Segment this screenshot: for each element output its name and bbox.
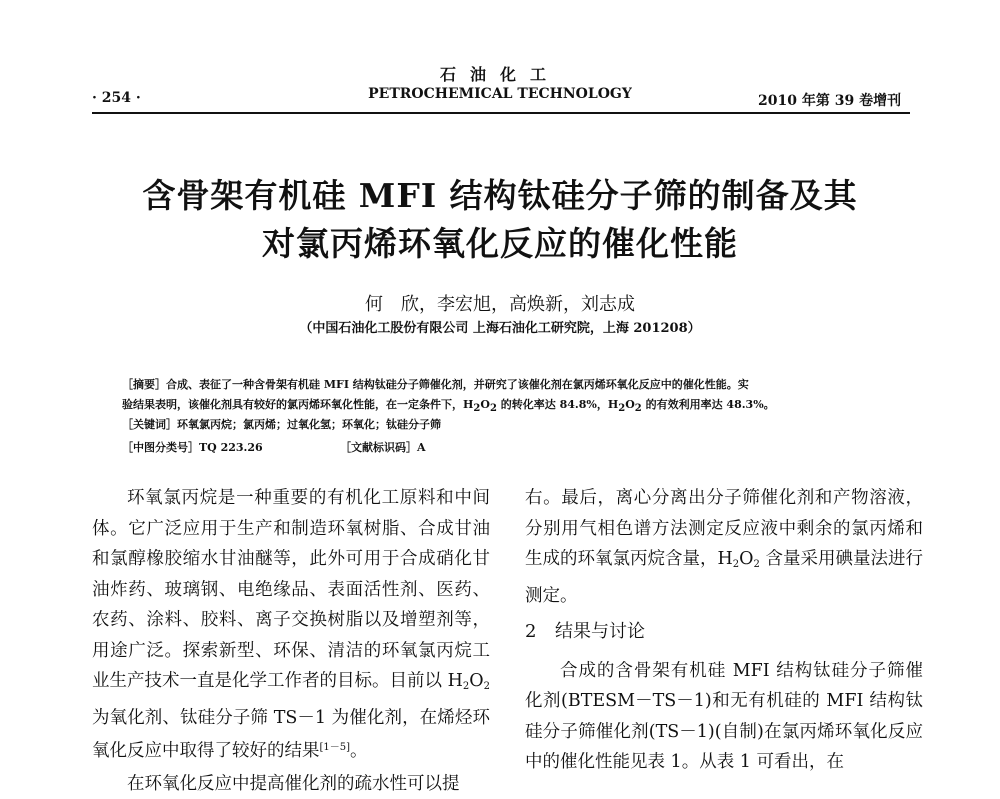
journal-title-cn: 石油化工 xyxy=(0,62,1000,85)
section-heading xyxy=(525,617,923,648)
classification-number: ［中图分类号］TQ 223.26 xyxy=(122,439,263,455)
paragraph: 合成的含骨架有机硅 MFI 结构钛硅分子筛催化剂(BTESM－TS－1)和无有机硅的 MFI 结构钛硅分子筛催化剂(TS－1)(自制)在氯丙烯环氧化反应中的催化性能见表 1。从表 1 可看出，在 xyxy=(525,656,923,778)
subscript: 2 xyxy=(473,403,480,414)
affiliation: （中国石油化工股份有限公司 上海石油化工研究院，上海 201208） xyxy=(0,317,1000,336)
paragraph-text: 。 xyxy=(350,741,368,761)
document-code: ［文献标识码］A xyxy=(340,439,426,455)
abstract-line-1: ［摘要］合成、表征了一种含骨架有机硅 MFI 结构钛硅分子筛催化剂，并研究了该催化剂在氯丙烯环氧化反应中的催化性能。实 xyxy=(122,376,749,392)
paragraph-text: 含量采用碘量法进行测定。 xyxy=(525,549,923,606)
paragraph xyxy=(92,483,490,767)
subscript: 2 xyxy=(484,681,490,692)
body-column-right xyxy=(525,483,923,778)
citation-ref: [1－5] xyxy=(320,742,351,753)
paragraph xyxy=(525,483,923,611)
authors: 何 欣，李宏旭，高焕新，刘志成 xyxy=(0,290,1000,316)
header-rule xyxy=(92,112,910,114)
paragraph-text: 环氧氯丙烷是一种重要的有机化工原料和中间体。它广泛应用于生产和制造环氧树脂、合成甘油和氯醇橡胶缩水甘油醚等，此外可用于合成硝化甘油炸药、玻璃钢、电绝缘品、表面活性剂、医药、农药、涂料、胶料、离子交换树脂以及增塑剂等，用途广泛。探索新型、环保、清洁的环氧氯丙烷工业生产技术一直是化学工作者的目标。目前以 H xyxy=(92,488,490,691)
abstract-text: 验结果表明，该催化剂具有较好的氯丙烯环氧化性能，在一定条件下，H xyxy=(122,398,473,411)
issue-info: 2010 年第 39 卷增刊 xyxy=(758,90,901,110)
body-column-left xyxy=(92,483,490,799)
section-number: 2 xyxy=(525,617,555,648)
abstract-text: O xyxy=(480,398,490,411)
paragraph: 在环氧化反应中提高催化剂的疏水性可以提 xyxy=(92,769,490,799)
abstract-line-2 xyxy=(122,396,775,414)
subscript: 2 xyxy=(463,681,469,692)
abstract-text: O xyxy=(625,398,635,411)
article-title-line-1: 含骨架有机硅 MFI 结构钛硅分子筛的制备及其 xyxy=(0,170,1000,217)
abstract-text: 的转化率达 84.8%，H xyxy=(497,398,618,411)
subscript: 2 xyxy=(733,559,739,570)
journal-title-en: PETROCHEMICAL TECHNOLOGY xyxy=(0,86,1000,102)
paragraph-text: 右。最后，离心分离出分子筛催化剂和产物溶液，分别用气相色谱方法测定反应液中剩余的氯丙烯和生成的环氧氯丙烷含量，H xyxy=(525,488,923,569)
page-number: · 254 · xyxy=(92,90,141,106)
subscript: 2 xyxy=(618,403,625,414)
paragraph-text: 为氧化剂、钛硅分子筛 TS－1 为催化剂，在烯烃环氧化反应中取得了较好的结果 xyxy=(92,708,490,762)
subscript: 2 xyxy=(754,559,760,570)
article-title-line-2: 对氯丙烯环氧化反应的催化性能 xyxy=(0,218,1000,265)
keywords: ［关键词］环氧氯丙烷；氯丙烯；过氧化氢；环氧化；钛硅分子筛 xyxy=(122,416,441,432)
subscript: 2 xyxy=(490,403,497,414)
subscript: 2 xyxy=(635,403,642,414)
abstract-text: 的有效利用率达 48.3%。 xyxy=(642,398,775,411)
paragraph-text: O xyxy=(469,671,483,691)
section-title: 结果与讨论 xyxy=(555,621,645,642)
paragraph-text: O xyxy=(739,549,753,569)
